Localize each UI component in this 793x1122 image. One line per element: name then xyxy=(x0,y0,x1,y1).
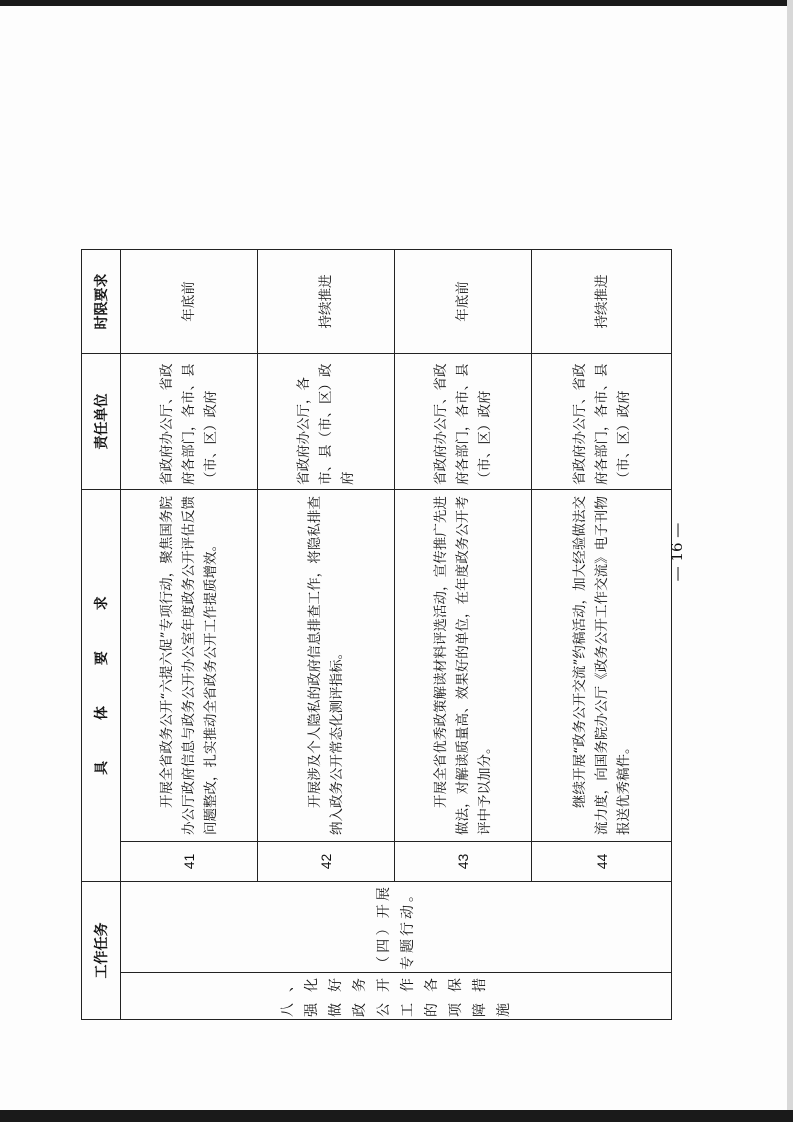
row-content xyxy=(532,490,672,842)
row-deadline: 年底前 xyxy=(121,250,258,354)
row-content-text: 开展全省政务公开“六提六促”专项行动，聚焦国务院办公厅政府信息与政务公开办公室年度政务公开评估反馈问题整改，扎实推动全省政务公开工作提质增效。 xyxy=(159,496,219,835)
rotated-table-container xyxy=(81,250,671,1020)
header-row xyxy=(82,250,121,1020)
row-content xyxy=(121,490,258,842)
row-content xyxy=(395,490,532,842)
row-number: 41 xyxy=(121,842,258,882)
header-deadline: 时限要求 xyxy=(82,250,121,354)
task-main-cell xyxy=(121,973,672,1020)
row-number: 43 xyxy=(395,842,532,882)
task-main-text: 八、强化做好政务公开工作的各项保障措施 xyxy=(280,975,512,1017)
work-task-table xyxy=(81,249,672,1020)
scan-edge-top xyxy=(0,0,793,6)
row-deadline: 持续推进 xyxy=(532,250,672,354)
scan-edge-bottom xyxy=(0,1110,793,1122)
task-sub-text: （四）开展专题行动。 xyxy=(376,884,416,970)
row-unit: 省政府办公厅、省政府各部门，各市、县（市、区）政府 xyxy=(532,354,672,490)
row-content-text: 开展涉及个人隐私的政府信息排查工作，将隐私排查纳入政务公开常态化测评指标。 xyxy=(307,496,345,835)
row-content xyxy=(258,490,395,842)
row-unit: 省政府办公厅，各市、县（市、区）政府 xyxy=(258,354,395,490)
row-number: 42 xyxy=(258,842,395,882)
table-row xyxy=(121,250,258,1020)
header-requirement: 具 体 要 求 xyxy=(82,490,121,882)
row-number: 44 xyxy=(532,842,672,882)
row-content-text: 开展全省优秀政策解读材料评选活动，宣传推广先进做法，对解读质量高、效果好的单位，在年度政务公开考评中予以加分。 xyxy=(433,496,493,835)
row-content-text: 继续开展“政务公开交流”约稿活动，加大经验做法交流力度，向国务院办公厅《政务公开工作交流》电子刊物报送优秀稿件。 xyxy=(571,496,632,835)
header-unit: 责任单位 xyxy=(82,354,121,490)
scan-edge-right xyxy=(787,0,793,1122)
row-deadline: 年底前 xyxy=(395,250,532,354)
row-unit: 省政府办公厅、省政府各部门，各市、县（市、区）政府 xyxy=(395,354,532,490)
header-task: 工作任务 xyxy=(82,882,121,1020)
task-sub-cell xyxy=(121,882,672,973)
page-number: — 16 — xyxy=(668,522,686,582)
row-unit: 省政府办公厅、省政府各部门，各市、县（市、区）政府 xyxy=(121,354,258,490)
row-deadline: 持续推进 xyxy=(258,250,395,354)
